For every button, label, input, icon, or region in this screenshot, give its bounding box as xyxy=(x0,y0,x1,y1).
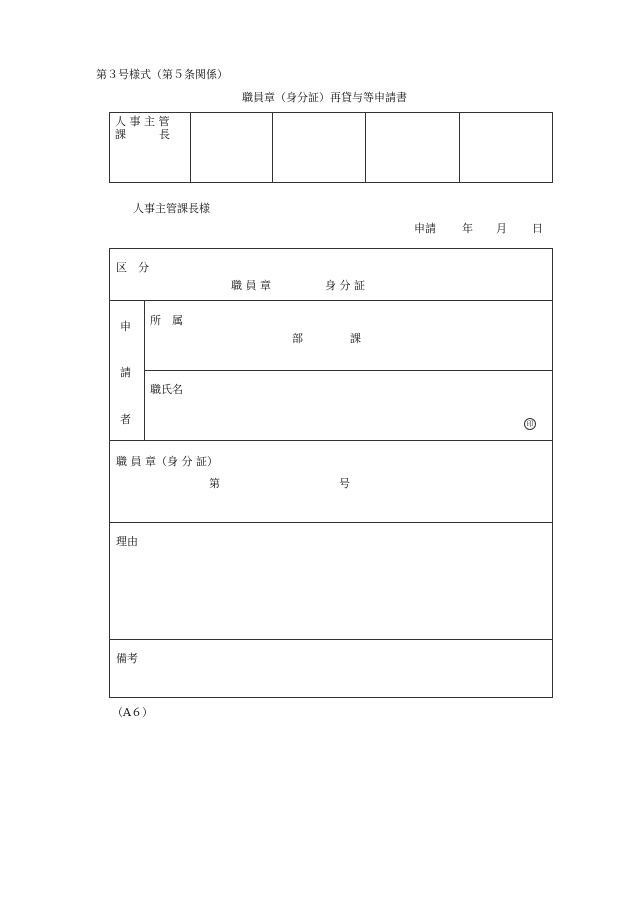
approval-label-line2: 課 長 xyxy=(115,128,170,141)
seal-mark-icon: 印 xyxy=(524,418,536,430)
number-suffix: 号 xyxy=(339,477,350,490)
form-divider xyxy=(109,639,553,640)
form-divider xyxy=(109,440,553,441)
approval-divider xyxy=(272,112,273,183)
badge-number-label: 職 員 章（身 分 証） xyxy=(116,455,218,468)
approval-stamp-cell-2[interactable] xyxy=(274,114,363,180)
department-suffix: 部 xyxy=(292,332,303,345)
name-label: 職氏名 xyxy=(150,383,183,396)
affiliation-field[interactable] xyxy=(146,302,551,368)
applicant-column-divider xyxy=(144,300,145,440)
form-divider xyxy=(109,300,553,301)
reason-label: 理由 xyxy=(116,535,138,548)
applicant-char: 申 xyxy=(120,320,131,333)
section-suffix: 課 xyxy=(350,332,361,345)
option-badge[interactable]: 職 員 章 xyxy=(231,279,271,292)
name-field[interactable] xyxy=(146,372,521,438)
form-divider xyxy=(144,370,553,371)
classification-label: 区 分 xyxy=(116,261,149,274)
applicant-char: 請 xyxy=(120,366,131,379)
remarks-label: 備考 xyxy=(116,652,138,665)
date-prefix: 申請 xyxy=(414,222,436,235)
approval-stamp-cell-1[interactable] xyxy=(192,114,270,180)
approval-label-line1: 人 事 主 管 xyxy=(115,115,170,128)
reason-field[interactable] xyxy=(111,550,551,636)
document-title: 職員章（身分証）再貸与等申請書 xyxy=(242,91,407,104)
approval-divider xyxy=(365,112,366,183)
date-day: 日 xyxy=(532,222,543,235)
badge-number-field[interactable] xyxy=(225,470,335,492)
approval-stamp-cell-4[interactable] xyxy=(461,114,551,180)
number-prefix: 第 xyxy=(209,477,220,490)
approval-label xyxy=(115,115,170,141)
affiliation-label: 所 属 xyxy=(150,314,183,327)
remarks-field[interactable] xyxy=(150,641,551,696)
form-number: 第３号様式（第５条関係） xyxy=(96,68,228,81)
approval-stamp-cell-3[interactable] xyxy=(367,114,457,180)
addressee: 人事主管課長様 xyxy=(133,202,210,215)
approval-divider xyxy=(459,112,460,183)
date-year: 年 xyxy=(462,222,473,235)
paper-size: （A６） xyxy=(112,706,153,719)
applicant-char: 者 xyxy=(120,413,131,426)
option-id-card[interactable]: 身 分 証 xyxy=(325,279,365,292)
approval-divider xyxy=(190,112,191,183)
date-month: 月 xyxy=(496,222,507,235)
form-divider xyxy=(109,522,553,523)
